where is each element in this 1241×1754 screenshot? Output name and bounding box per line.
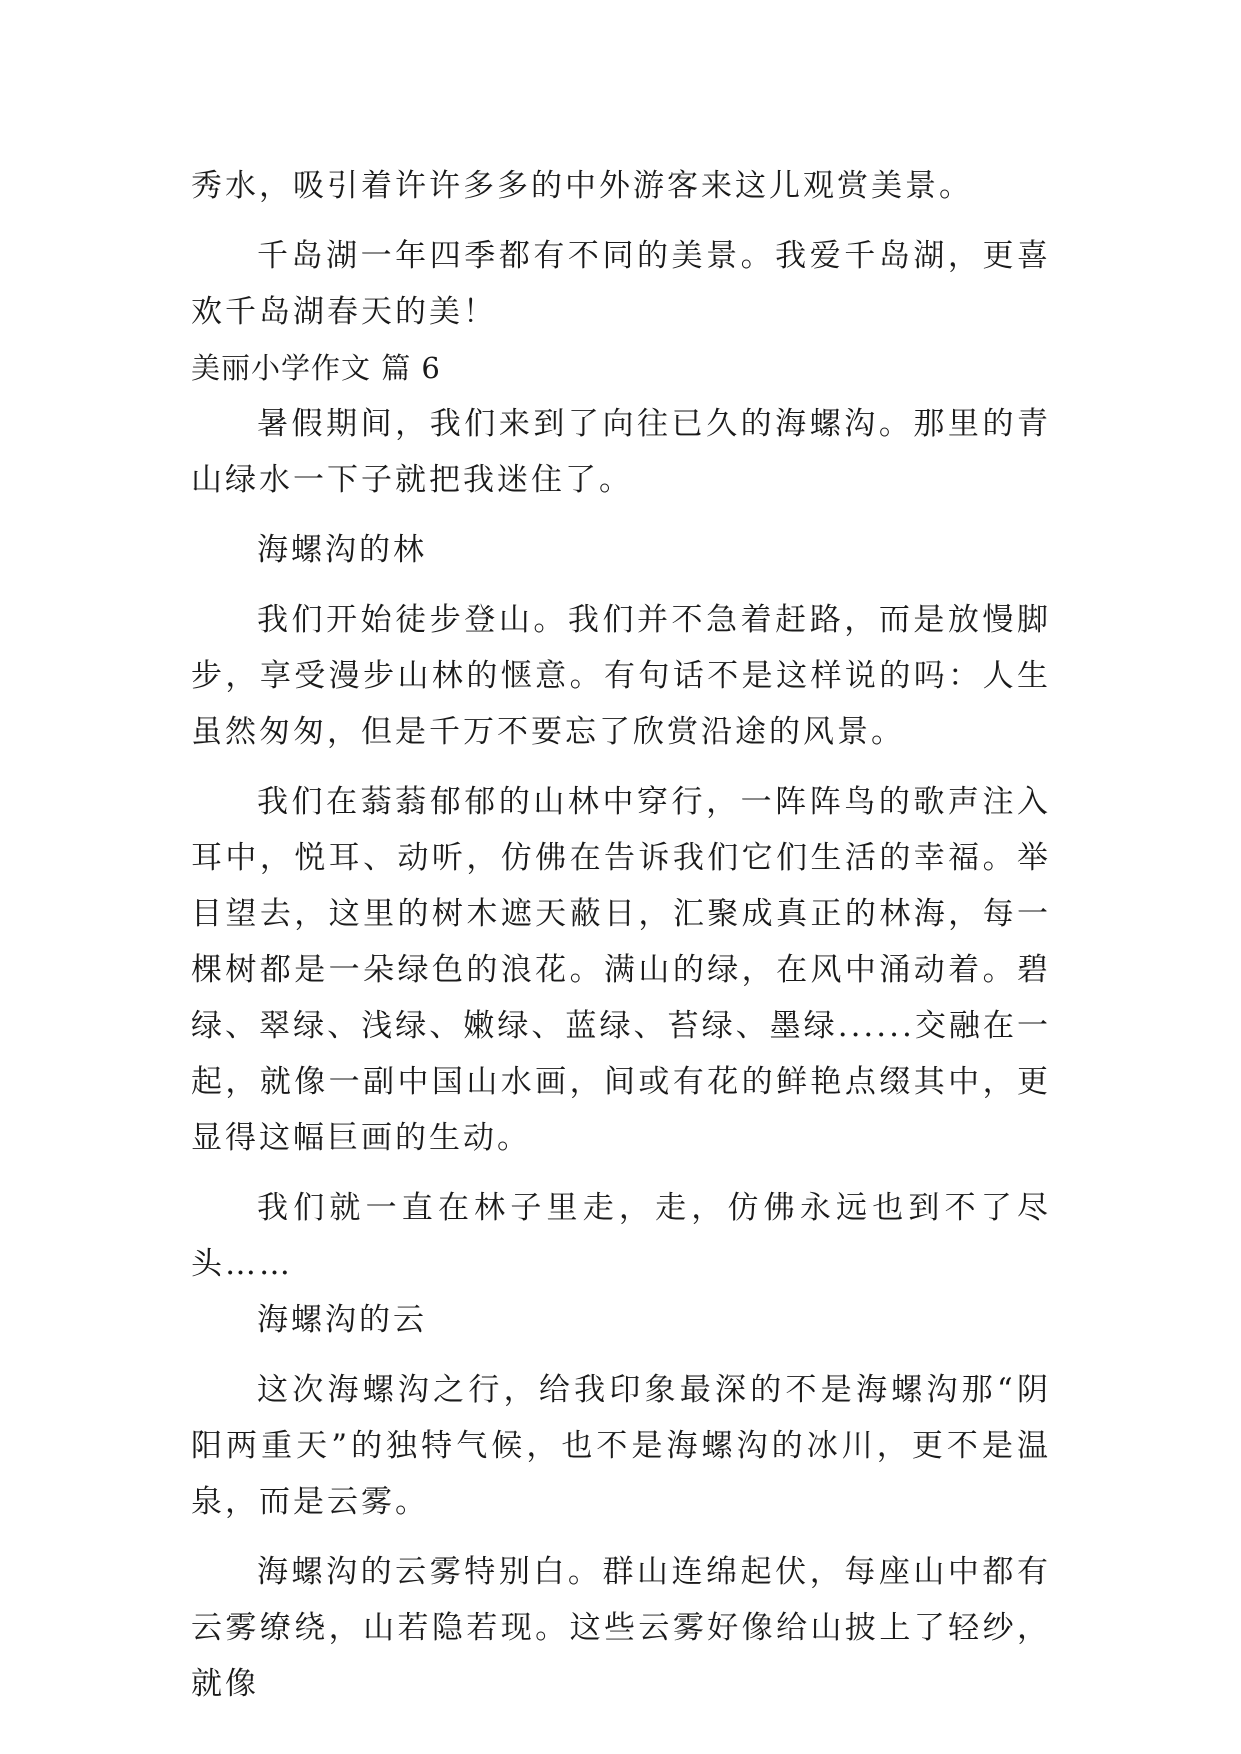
paragraph-continuation: 秀水，吸引着许许多多的中外游客来这儿观赏美景。 — [191, 168, 973, 204]
paragraph-clouds-description: 海螺沟的云雾特别白。群山连绵起伏，每座山中都有云雾缭绕，山若隐若现。这些云雾好像给山披上了轻纱，就像 — [191, 1554, 1051, 1702]
paragraph-walking: 我们就一直在林子里走，走，仿佛永远也到不了尽头…… — [191, 1190, 1051, 1282]
paragraph-forest-description: 我们在蓊蓊郁郁的山林中穿行，一阵阵鸟的歌声注入耳中，悦耳、动听，仿佛在告诉我们它们生活的幸福。举目望去，这里的树木遮天蔽日，汇聚成真正的林海，每一棵树都是一朵绿色的浪花。满山的绿，在风中涌动着。碧绿、翠绿、浅绿、嫩绿、蓝绿、苔绿、墨绿......交融在一起，就像一副中国山水画，间或有花的鲜艳点缀其中，更显得这幅巨画的生动。 — [191, 784, 1051, 1156]
paragraph-hiking: 我们开始徒步登山。我们并不急着赶路，而是放慢脚步，享受漫步山林的惬意。有句话不是这样说的吗：人生虽然匆匆，但是千万不要忘了欣赏沿途的风景。 — [191, 602, 1051, 750]
document-body — [191, 158, 1051, 1712]
paragraph-clouds-impression: 这次海螺沟之行，给我印象最深的不是海螺沟那“阴阳两重天”的独特气候，也不是海螺沟的冰川，更不是温泉，而是云雾。 — [191, 1372, 1051, 1520]
subheading-clouds: 海螺沟的云 — [257, 1302, 427, 1338]
subheading-forest: 海螺沟的林 — [257, 532, 427, 568]
paragraph-intro: 暑假期间，我们来到了向往已久的海螺沟。那里的青山绿水一下子就把我迷住了。 — [191, 406, 1051, 498]
section-heading: 美丽小学作文 篇 6 — [191, 351, 441, 385]
paragraph-qiandaohu-ending: 千岛湖一年四季都有不同的美景。我爱千岛湖，更喜欢千岛湖春天的美！ — [191, 238, 1051, 330]
